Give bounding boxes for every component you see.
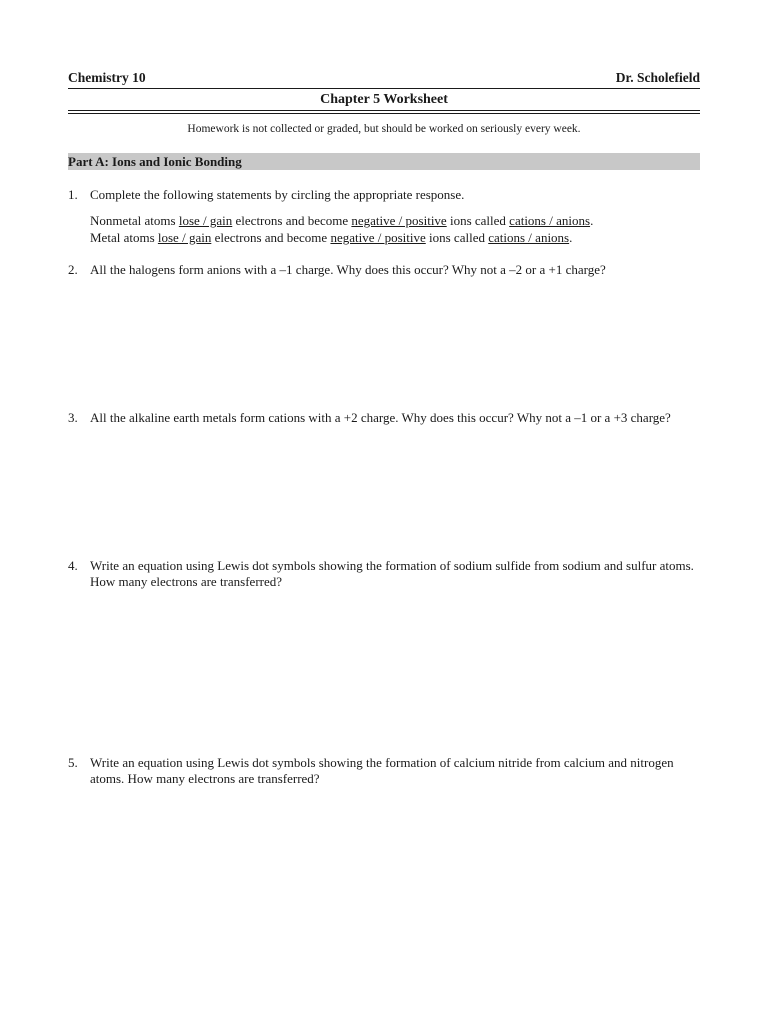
statement-text: Metal atoms	[90, 230, 158, 245]
section-heading: Part A: Ions and Ionic Bonding	[68, 153, 700, 170]
header-row	[68, 70, 700, 86]
statement-text: .	[569, 230, 573, 245]
question-number: 1.	[68, 187, 78, 202]
question-4	[68, 558, 700, 590]
question-1	[68, 187, 700, 203]
question-text: Complete the following statements by circling the appropriate response.	[90, 187, 465, 202]
question-text: All the alkaline earth metals form cations with a +2 charge. Why does this occur? Why not a –1 or a +3 charge?	[90, 410, 671, 425]
question-number: 3.	[68, 410, 78, 425]
statement-text: electrons and become	[232, 213, 352, 228]
question-number: 2.	[68, 262, 78, 277]
choice-cations-anions[interactable]: cations / anions	[509, 213, 591, 228]
statement-text: ions called	[446, 213, 510, 228]
statement-nonmetal	[90, 212, 700, 229]
statement-text: .	[590, 213, 594, 228]
question-text: All the halogens form anions with a –1 charge. Why does this occur? Why not a –2 or a +1 charge?	[90, 262, 606, 277]
statement-text: Nonmetal atoms	[90, 213, 179, 228]
instructor-name: Dr. Scholefield	[615, 70, 700, 85]
choice-lose-gain[interactable]: lose / gain	[178, 213, 233, 228]
question-text: Write an equation using Lewis dot symbols showing the formation of calcium nitride from calcium and nitrogen atoms. How many electrons are transferred?	[90, 755, 674, 786]
homework-note: Homework is not collected or graded, but should be worked on seriously every week.	[187, 123, 581, 135]
question-number: 5.	[68, 755, 78, 770]
choice-lose-gain[interactable]: lose / gain	[157, 230, 212, 245]
question-text: Write an equation using Lewis dot symbols showing the formation of sodium sulfide from sodium and sulfur atoms. How many electrons are transferred?	[90, 558, 694, 589]
choice-negative-positive[interactable]: negative / positive	[351, 213, 447, 228]
statement-text: ions called	[425, 230, 489, 245]
choice-negative-positive[interactable]: negative / positive	[330, 230, 426, 245]
question-5	[68, 755, 700, 787]
header-rule	[68, 88, 700, 89]
question-2	[68, 262, 700, 278]
statement-text: electrons and become	[211, 230, 331, 245]
question-3	[68, 410, 700, 426]
title-rule-top	[68, 110, 700, 111]
course-name: Chemistry 10	[68, 70, 146, 85]
title-rule-bottom	[68, 113, 700, 114]
choice-cations-anions[interactable]: cations / anions	[488, 230, 570, 245]
question-number: 4.	[68, 558, 78, 573]
statement-metal	[90, 229, 700, 246]
page-title: Chapter 5 Worksheet	[320, 92, 448, 107]
